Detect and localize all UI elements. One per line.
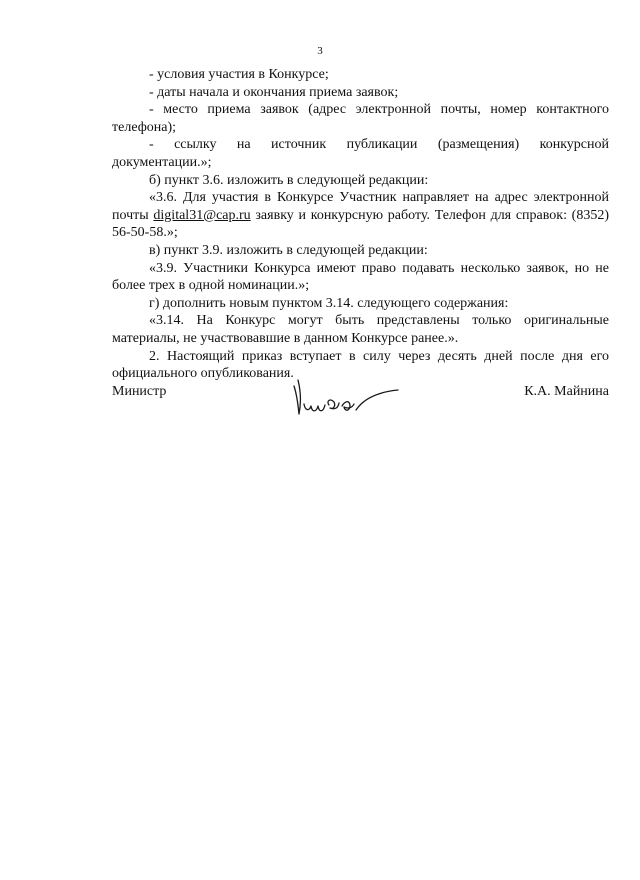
paragraph-item-g: г) дополнить новым пунктом 3.14. следующего содержания: <box>149 295 509 311</box>
paragraph-conditions: - условия участия в Конкурсе; <box>149 67 329 82</box>
signatory-name: К.А. Майнина <box>524 384 609 399</box>
paragraph-place: - место приема заявок (адрес электронной почты, номер контактного телефона); <box>112 102 609 135</box>
paragraph-item-v: в) пункт 3.9. изложить в следующей редакции: <box>149 242 428 258</box>
paragraph-3-6-before: «3.6. Для участия в Конкурсе Участник направляет на адрес электронной почты <box>112 190 609 223</box>
document-body <box>112 66 609 383</box>
page-number: 3 <box>317 45 323 57</box>
paragraph-3-9: «3.9. Участники Конкурса имеют право подавать несколько заявок, но не более трех в одной номинации.»; <box>112 260 609 294</box>
signature-block <box>112 368 609 418</box>
handwritten-signature <box>292 368 402 420</box>
paragraph-3-6 <box>112 189 609 242</box>
paragraph-3-6-after: заявку и конкурсную работу. Телефон для справок: (8352) 56-50-58.»; <box>112 207 610 241</box>
paragraph-item-b: б) пункт 3.6. изложить в следующей редакции: <box>149 172 429 188</box>
paragraph-link: - ссылку на источник публикации (размещения) конкурсной документации.»; <box>112 137 609 170</box>
paragraph-effective: 2. Настоящий приказ вступает в силу через десять дней после дня его официального опубликования. <box>112 348 609 382</box>
signatory-position: Министр <box>112 384 167 399</box>
email-link[interactable]: digital31@cap.ru <box>153 207 251 223</box>
paragraph-dates: - даты начала и окончания приема заявок; <box>149 84 399 100</box>
paragraph-3-14: «3.14. На Конкурс могут быть представлены только оригинальные материалы, не участвовавшие в данном Конкурсе ранее.». <box>112 313 609 346</box>
